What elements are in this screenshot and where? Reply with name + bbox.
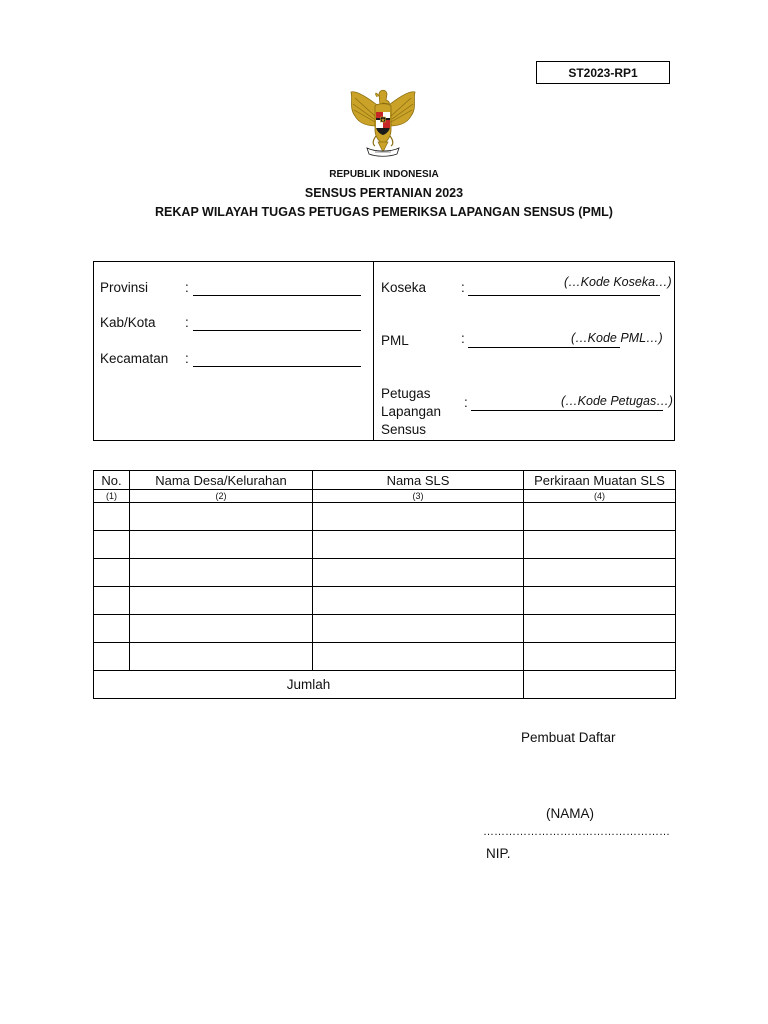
pml-field[interactable] [468, 347, 620, 348]
table-cell[interactable] [313, 587, 524, 615]
petugas-label-1: Petugas [381, 386, 431, 401]
signature-nip: NIP. [486, 846, 511, 861]
form-code-box [536, 61, 670, 84]
petugas-hint: (…Kode Petugas…) [561, 394, 673, 408]
table-body [94, 503, 676, 671]
table-cell[interactable] [313, 559, 524, 587]
identity-box-divider [373, 261, 374, 441]
signature-line: …………………………………………… [483, 826, 670, 838]
petugas-colon: : [464, 395, 468, 410]
total-label: Jumlah [94, 671, 524, 699]
table-cell[interactable] [94, 503, 130, 531]
table-cell[interactable] [524, 503, 676, 531]
table-cell[interactable] [130, 615, 313, 643]
kecamatan-field[interactable] [193, 366, 361, 367]
col-number: (3) [313, 490, 524, 503]
header-country: REPUBLIK INDONESIA [329, 169, 439, 180]
table-cell[interactable] [130, 643, 313, 671]
table-cell[interactable] [130, 559, 313, 587]
garuda-emblem-icon [345, 86, 421, 160]
table-header-row [94, 471, 676, 490]
pml-hint: (…Kode PML…) [571, 331, 663, 345]
table-cell[interactable] [130, 503, 313, 531]
header-census-title: SENSUS PERTANIAN 2023 [304, 186, 464, 200]
form-code: ST2023-RP1 [568, 65, 638, 80]
koseka-field[interactable] [468, 295, 660, 296]
col-header-sls: Nama SLS [313, 471, 524, 490]
table-cell[interactable] [130, 531, 313, 559]
table-cell[interactable] [524, 643, 676, 671]
table-cell[interactable] [524, 615, 676, 643]
kabkota-field[interactable] [193, 330, 361, 331]
table-row [94, 559, 676, 587]
col-number: (2) [130, 490, 313, 503]
pml-label: PML [381, 333, 409, 348]
kabkota-colon: : [185, 315, 189, 330]
table-row [94, 643, 676, 671]
table-row [94, 615, 676, 643]
table-cell[interactable] [94, 615, 130, 643]
koseka-label: Koseka [381, 280, 427, 295]
table-cell[interactable] [524, 559, 676, 587]
table-row [94, 531, 676, 559]
signature-title: Pembuat Daftar [521, 730, 616, 745]
table-cell[interactable] [94, 643, 130, 671]
provinsi-colon: : [185, 280, 189, 295]
table-cell[interactable] [130, 587, 313, 615]
kecamatan-colon: : [185, 351, 189, 366]
petugas-label-3: Sensus [381, 422, 427, 437]
col-number: (4) [524, 490, 676, 503]
rekap-table [93, 470, 676, 699]
header-form-title: REKAP WILAYAH TUGAS PETUGAS PEMERIKSA LAPANGAN SENSUS (PML) [155, 205, 613, 219]
table-column-number-row [94, 490, 676, 503]
koseka-colon: : [461, 280, 465, 295]
col-header-muatan: Perkiraan Muatan SLS [524, 471, 676, 490]
col-header-desa: Nama Desa/Kelurahan [130, 471, 313, 490]
col-number: (1) [94, 490, 130, 503]
koseka-hint: (…Kode Koseka…) [564, 275, 672, 289]
table-cell[interactable] [524, 531, 676, 559]
table-row [94, 503, 676, 531]
col-header-no: No. [94, 471, 130, 490]
kabkota-label: Kab/Kota [100, 315, 156, 330]
kecamatan-label: Kecamatan [100, 351, 169, 366]
table-cell[interactable] [313, 615, 524, 643]
total-value-cell[interactable] [524, 671, 676, 699]
table-total-row [94, 671, 676, 699]
petugas-label-2: Lapangan [381, 404, 442, 419]
table-cell[interactable] [94, 559, 130, 587]
table-cell[interactable] [313, 643, 524, 671]
signature-name: (NAMA) [546, 806, 594, 821]
pml-colon: : [461, 331, 465, 346]
table-cell[interactable] [94, 531, 130, 559]
provinsi-field[interactable] [193, 295, 361, 296]
table-row [94, 587, 676, 615]
table-cell[interactable] [94, 587, 130, 615]
provinsi-label: Provinsi [100, 280, 149, 295]
petugas-field[interactable] [471, 410, 663, 411]
table-cell[interactable] [313, 531, 524, 559]
table-cell[interactable] [313, 503, 524, 531]
table-cell[interactable] [524, 587, 676, 615]
